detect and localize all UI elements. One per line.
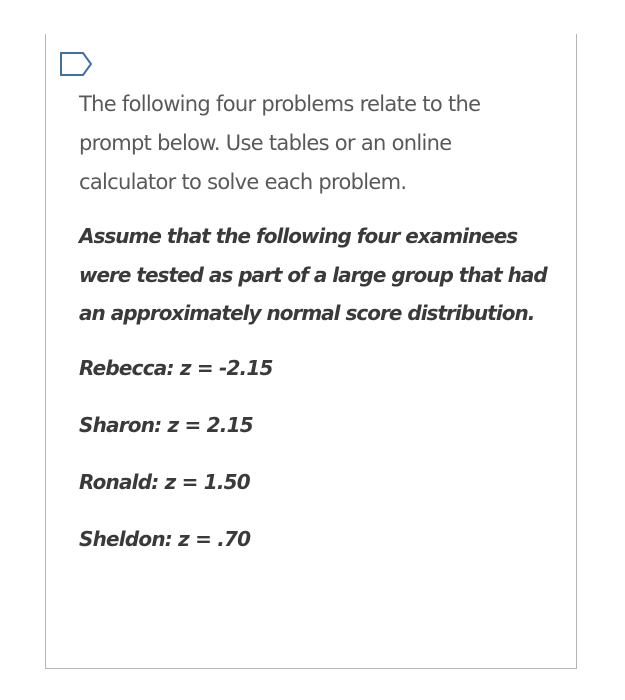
- question-prompt: Assume that the following four examinees were tested as part of a large group that had an approximately normal score distribution.: [79, 224, 547, 325]
- question-content: [79, 85, 549, 558]
- flag-icon[interactable]: [59, 51, 93, 79]
- examinee-sheldon: Sheldon: z = .70: [79, 526, 251, 551]
- question-card: [45, 34, 577, 669]
- question-intro: The following four problems relate to the prompt below. Use tables or an online calculator to solve each problem.: [79, 92, 481, 194]
- examinee-ronald: Ronald: z = 1.50: [79, 469, 250, 494]
- examinee-rebecca: Rebecca: z = -2.15: [79, 355, 273, 380]
- examinee-sharon: Sharon: z = 2.15: [79, 412, 253, 437]
